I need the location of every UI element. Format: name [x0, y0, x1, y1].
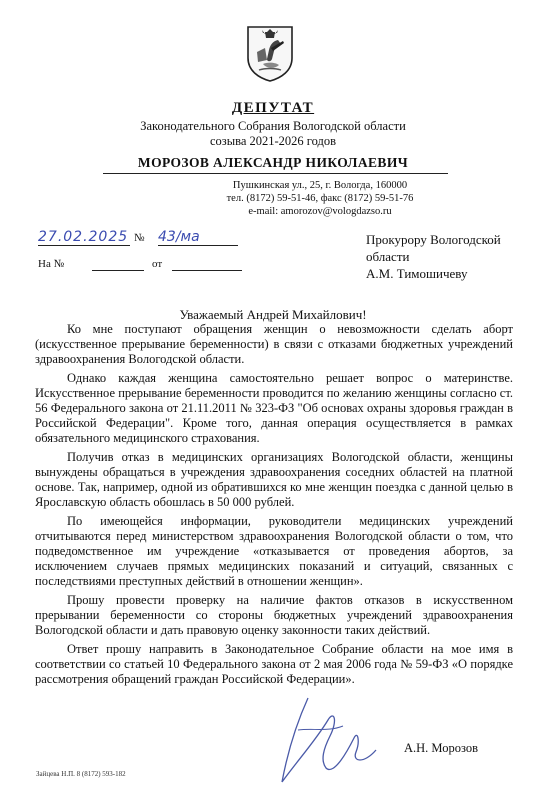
paragraph: Прошу провести проверку на наличие фактов отказов в искусственном прерывании беременности со стороны бюджетных учреждений здравоохранения Вологодской области и дать правовую оценку законности таких действий.	[35, 593, 513, 637]
paragraph: Ответ прошу направить в Законодательное Собрание области на мое имя в соответствии со статьей 10 Федерального закона от 2 мая 2006 года № 59-ФЗ «О порядке рассмотрения обращений граждан Российской Федерации».	[35, 642, 513, 686]
outgoing-date: 27.02.2025	[38, 229, 129, 245]
document-title: ДЕПУТАТ	[231, 100, 315, 116]
reference-date-blank	[172, 270, 242, 271]
letter-body	[35, 322, 513, 691]
salutation: Уважаемый Андрей Михайлович!	[179, 307, 367, 322]
paragraph: Получив отказ в медицинских организациях Вологодской области, женщины вынуждены обращаться в учреждения здравоохранения соседних областей на платной основе. Так, например, одной из обратившихся ко мне женщин поездка с данной целью в Ярославскую область обошлась в 50 000 рублей.	[35, 450, 513, 509]
addressee-line: А.М. Тимошичеву	[366, 266, 468, 281]
email-line: e-mail: amorozov@vologdazso.ru	[248, 206, 392, 217]
organization-line: Законодательного Собрания Вологодской области	[140, 119, 406, 133]
phone-line: тел. (8172) 59-51-46, факс (8172) 59-51-76	[226, 193, 414, 204]
handwritten-signature	[268, 690, 388, 790]
reference-number-label: На №	[38, 258, 65, 270]
outgoing-number: 43/ма	[158, 229, 238, 246]
paragraph: По имеющейся информации, руководители медицинских учреждений отчитываются перед министерством здравоохранения Вологодской области о том, что подведомственное им учреждение «отказывается от проведения абортов, за исключением случаев прямых медицинских показаний и ситуаций, связанных с последствиями преступных действий в отношении женщин».	[35, 514, 513, 588]
executor-footer: Зайцева Н.П. 8 (8172) 593-182	[36, 770, 126, 778]
number-label: №	[134, 232, 145, 244]
convocation-line: созыва 2021-2026 годов	[209, 134, 337, 148]
paragraph: Ко мне поступают обращения женщин о невозможности сделать аборт (искусственное прерывание беременности) в связи с отказами бюджетных учреждений здравоохранения Вологодской области.	[35, 322, 513, 366]
deputy-name: МОРОЗОВ АЛЕКСАНДР НИКОЛАЕВИЧ	[137, 155, 409, 170]
reference-date-label: от	[152, 258, 163, 270]
paragraph: Однако каждая женщина самостоятельно решает вопрос о материнстве. Искусственное прерывание беременности проводится по желанию женщины согласно ст. 56 Федерального закона от 21.11.2011 № 323-ФЗ "Об основах охраны здоровья граждан в Российской Федерации". Кроме того, данная операция осуществляется в рамках обязательного медицинского страхования.	[35, 371, 513, 445]
header-divider	[103, 173, 448, 174]
addressee-block	[366, 231, 536, 282]
signatory-name: А.Н. Морозов	[404, 741, 478, 755]
addressee-line: области	[366, 249, 410, 264]
addressee-line: Прокурору Вологодской	[366, 232, 501, 247]
reference-number-blank	[92, 270, 144, 271]
coat-of-arms-icon	[245, 24, 295, 82]
address-line: Пушкинская ул., 25, г. Вологда, 160000	[232, 180, 408, 191]
